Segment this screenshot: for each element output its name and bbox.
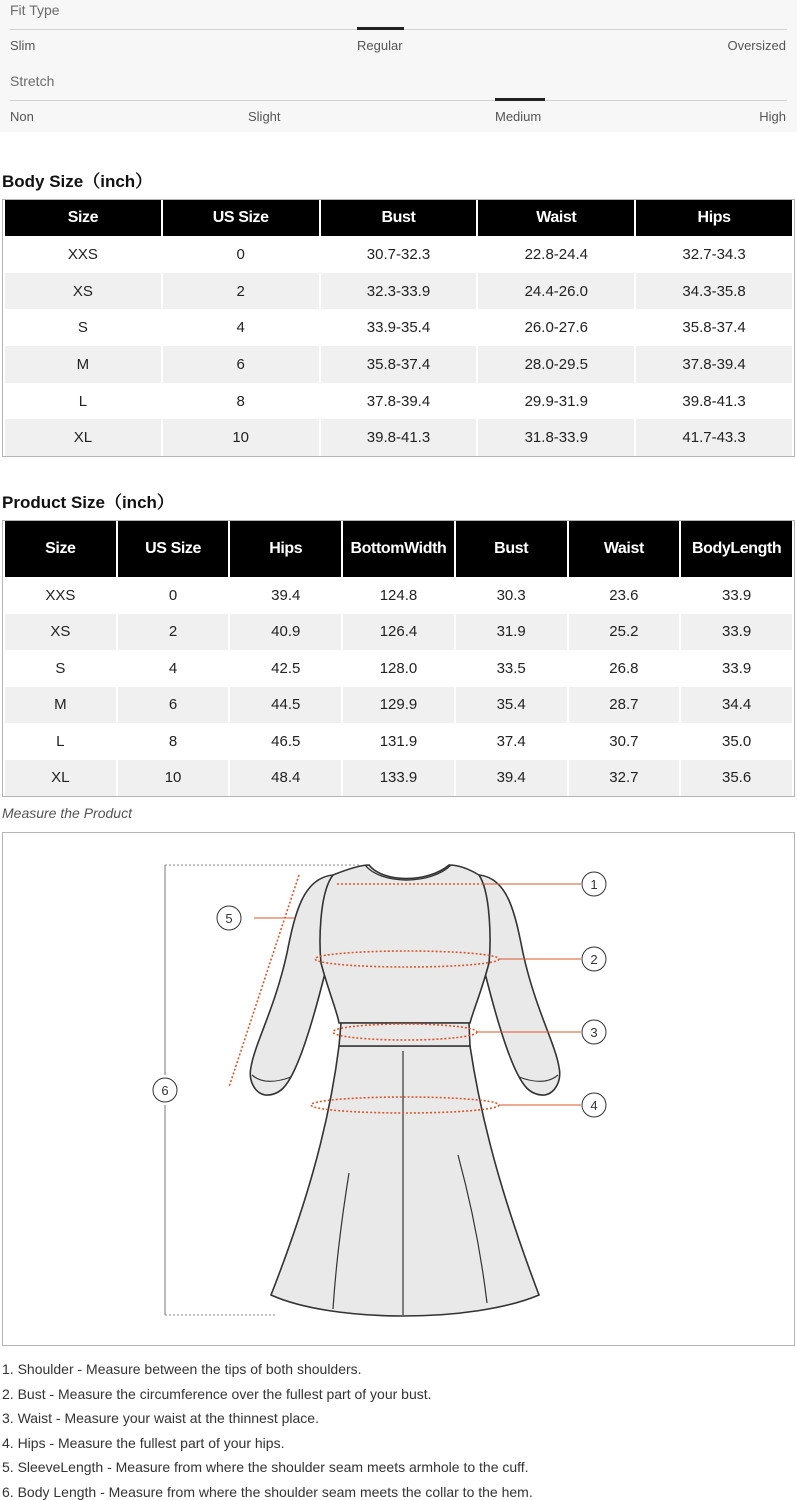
table-cell: 2 — [118, 614, 229, 651]
table-cell: XS — [5, 614, 116, 651]
callout-6 — [153, 1078, 177, 1102]
note-sleeve-length: 5. SleeveLength - Measure from where the shoulder seam meets armhole to the cuff. — [2, 1459, 529, 1476]
table-cell: 33.9 — [681, 577, 792, 614]
header-cell: Size — [5, 200, 161, 236]
header-cell: Hips — [230, 521, 341, 577]
table-cell: 23.6 — [569, 577, 680, 614]
svg-text:3: 3 — [590, 1025, 598, 1040]
header-cell: Hips — [636, 200, 792, 236]
header-cell: Size — [5, 521, 116, 577]
callout-1 — [582, 872, 606, 896]
header-cell: Waist — [569, 521, 680, 577]
table-cell: 28.7 — [569, 687, 680, 724]
table-cell: 26.8 — [569, 650, 680, 687]
table-cell: 39.8-41.3 — [636, 383, 792, 420]
svg-text:6: 6 — [161, 1083, 169, 1098]
table-row — [5, 383, 792, 420]
callout-3 — [582, 1020, 606, 1044]
table-cell: 42.5 — [230, 650, 341, 687]
fit-type-marker — [357, 27, 404, 30]
product-size-title: Product Size（inch） — [2, 493, 174, 512]
table-cell: 29.9-31.9 — [478, 383, 634, 420]
stretch-track — [10, 100, 787, 101]
table-row — [5, 614, 792, 651]
table-cell: 35.8-37.4 — [636, 309, 792, 346]
header-cell: Bust — [456, 521, 567, 577]
table-cell: 4 — [118, 650, 229, 687]
table-cell: 34.4 — [681, 687, 792, 724]
table-row — [5, 577, 792, 614]
table-cell: 4 — [163, 309, 319, 346]
dress-bodice — [320, 865, 490, 1023]
table-cell: 124.8 — [343, 577, 454, 614]
table-cell: 46.5 — [230, 723, 341, 760]
stretch-option-slight: Slight — [248, 109, 281, 124]
table-cell: M — [5, 687, 116, 724]
table-cell: M — [5, 346, 161, 383]
table-cell: 32.7 — [569, 760, 680, 797]
fit-type-label: Fit Type — [10, 2, 60, 18]
table-cell: 10 — [118, 760, 229, 797]
table-cell: 40.9 — [230, 614, 341, 651]
fit-stretch-panel — [0, 0, 797, 132]
svg-text:2: 2 — [590, 952, 598, 967]
table-cell: 32.7-34.3 — [636, 236, 792, 273]
measure-caption: Measure the Product — [2, 805, 132, 821]
stretch-option-high: High — [759, 109, 786, 124]
table-cell: 35.4 — [456, 687, 567, 724]
dress-skirt — [271, 1046, 539, 1316]
table-cell: 2 — [163, 273, 319, 310]
table-cell: 39.4 — [456, 760, 567, 797]
table-row — [5, 309, 792, 346]
header-cell: US Size — [163, 200, 319, 236]
dress-illustration — [3, 833, 794, 1345]
callout-4 — [582, 1093, 606, 1117]
table-cell: 33.9 — [681, 650, 792, 687]
table-cell: 37.8-39.4 — [321, 383, 477, 420]
table-cell: 33.9 — [681, 614, 792, 651]
table-cell: 35.8-37.4 — [321, 346, 477, 383]
measurement-notes — [2, 1357, 792, 1500]
table-cell: 6 — [118, 687, 229, 724]
stretch-option-medium: Medium — [495, 109, 542, 124]
table-cell: 31.8-33.9 — [478, 419, 634, 456]
table-row — [5, 419, 792, 456]
table-cell: 30.7 — [569, 723, 680, 760]
table-cell: 22.8-24.4 — [478, 236, 634, 273]
table-cell: 24.4-26.0 — [478, 273, 634, 310]
note-waist: 3. Waist - Measure your waist at the thinnest place. — [2, 1410, 319, 1427]
svg-text:1: 1 — [590, 877, 598, 892]
table-cell: S — [5, 650, 116, 687]
table-cell: 31.9 — [456, 614, 567, 651]
table-cell: 30.7-32.3 — [321, 236, 477, 273]
header-cell: Bust — [321, 200, 477, 236]
table-cell: 30.3 — [456, 577, 567, 614]
table-row — [5, 273, 792, 310]
header-cell: US Size — [118, 521, 229, 577]
header-cell: Waist — [478, 200, 634, 236]
table-cell: 0 — [163, 236, 319, 273]
table-cell: 44.5 — [230, 687, 341, 724]
table-cell: 26.0-27.6 — [478, 309, 634, 346]
table-cell: 128.0 — [343, 650, 454, 687]
note-bust: 2. Bust - Measure the circumference over the fullest part of your bust. — [2, 1385, 432, 1402]
left-sleeve — [250, 875, 333, 1095]
table-cell: XL — [5, 419, 161, 456]
table-cell: 48.4 — [230, 760, 341, 797]
table-cell: 8 — [118, 723, 229, 760]
table-cell: XXS — [5, 577, 116, 614]
stretch-marker — [495, 98, 545, 101]
table-cell: 41.7-43.3 — [636, 419, 792, 456]
table-row — [5, 346, 792, 383]
callout-5 — [217, 906, 241, 930]
table-cell: XS — [5, 273, 161, 310]
note-shoulder: 1. Shoulder - Measure between the tips of both shoulders. — [2, 1361, 362, 1377]
table-cell: L — [5, 383, 161, 420]
table-row — [5, 760, 792, 797]
header-cell: BodyLength — [681, 521, 792, 577]
note-body-length: 6. Body Length - Measure from where the shoulder seam meets the collar to the hem. — [2, 1483, 533, 1500]
table-cell: 25.2 — [569, 614, 680, 651]
fit-option-slim: Slim — [10, 38, 36, 53]
table-cell: 0 — [118, 577, 229, 614]
svg-text:4: 4 — [590, 1098, 598, 1113]
table-cell: S — [5, 309, 161, 346]
header-cell: BottomWidth — [343, 521, 454, 577]
table-cell: 8 — [163, 383, 319, 420]
fit-option-oversized: Oversized — [727, 38, 786, 53]
table-cell: 33.5 — [456, 650, 567, 687]
table-cell: 35.6 — [681, 760, 792, 797]
table-cell: 133.9 — [343, 760, 454, 797]
body-size-title: Body Size（inch） — [2, 172, 153, 191]
table-row — [5, 723, 792, 760]
table-cell: XL — [5, 760, 116, 797]
table-cell: 35.0 — [681, 723, 792, 760]
table-row — [5, 236, 792, 273]
callout-2 — [582, 947, 606, 971]
body-size-header-row — [5, 200, 792, 236]
product-size-table — [2, 520, 795, 797]
table-cell: 126.4 — [343, 614, 454, 651]
table-cell: 37.8-39.4 — [636, 346, 792, 383]
table-cell: L — [5, 723, 116, 760]
table-cell: 10 — [163, 419, 319, 456]
table-cell: 129.9 — [343, 687, 454, 724]
table-cell: 6 — [163, 346, 319, 383]
table-cell: 28.0-29.5 — [478, 346, 634, 383]
table-cell: 37.4 — [456, 723, 567, 760]
measure-diagram — [2, 832, 795, 1346]
table-cell: 131.9 — [343, 723, 454, 760]
table-row — [5, 650, 792, 687]
table-cell: XXS — [5, 236, 161, 273]
fit-option-regular: Regular — [357, 38, 403, 53]
table-cell: 33.9-35.4 — [321, 309, 477, 346]
body-size-table — [2, 199, 795, 457]
product-size-header-row — [5, 521, 792, 577]
table-cell: 32.3-33.9 — [321, 273, 477, 310]
table-cell: 34.3-35.8 — [636, 273, 792, 310]
stretch-option-non: Non — [10, 109, 34, 124]
right-sleeve — [479, 875, 560, 1095]
table-cell: 39.8-41.3 — [321, 419, 477, 456]
table-row — [5, 687, 792, 724]
note-hips: 4. Hips - Measure the fullest part of your hips. — [2, 1434, 285, 1451]
svg-text:5: 5 — [225, 911, 233, 926]
table-cell: 39.4 — [230, 577, 341, 614]
stretch-label: Stretch — [10, 73, 55, 89]
